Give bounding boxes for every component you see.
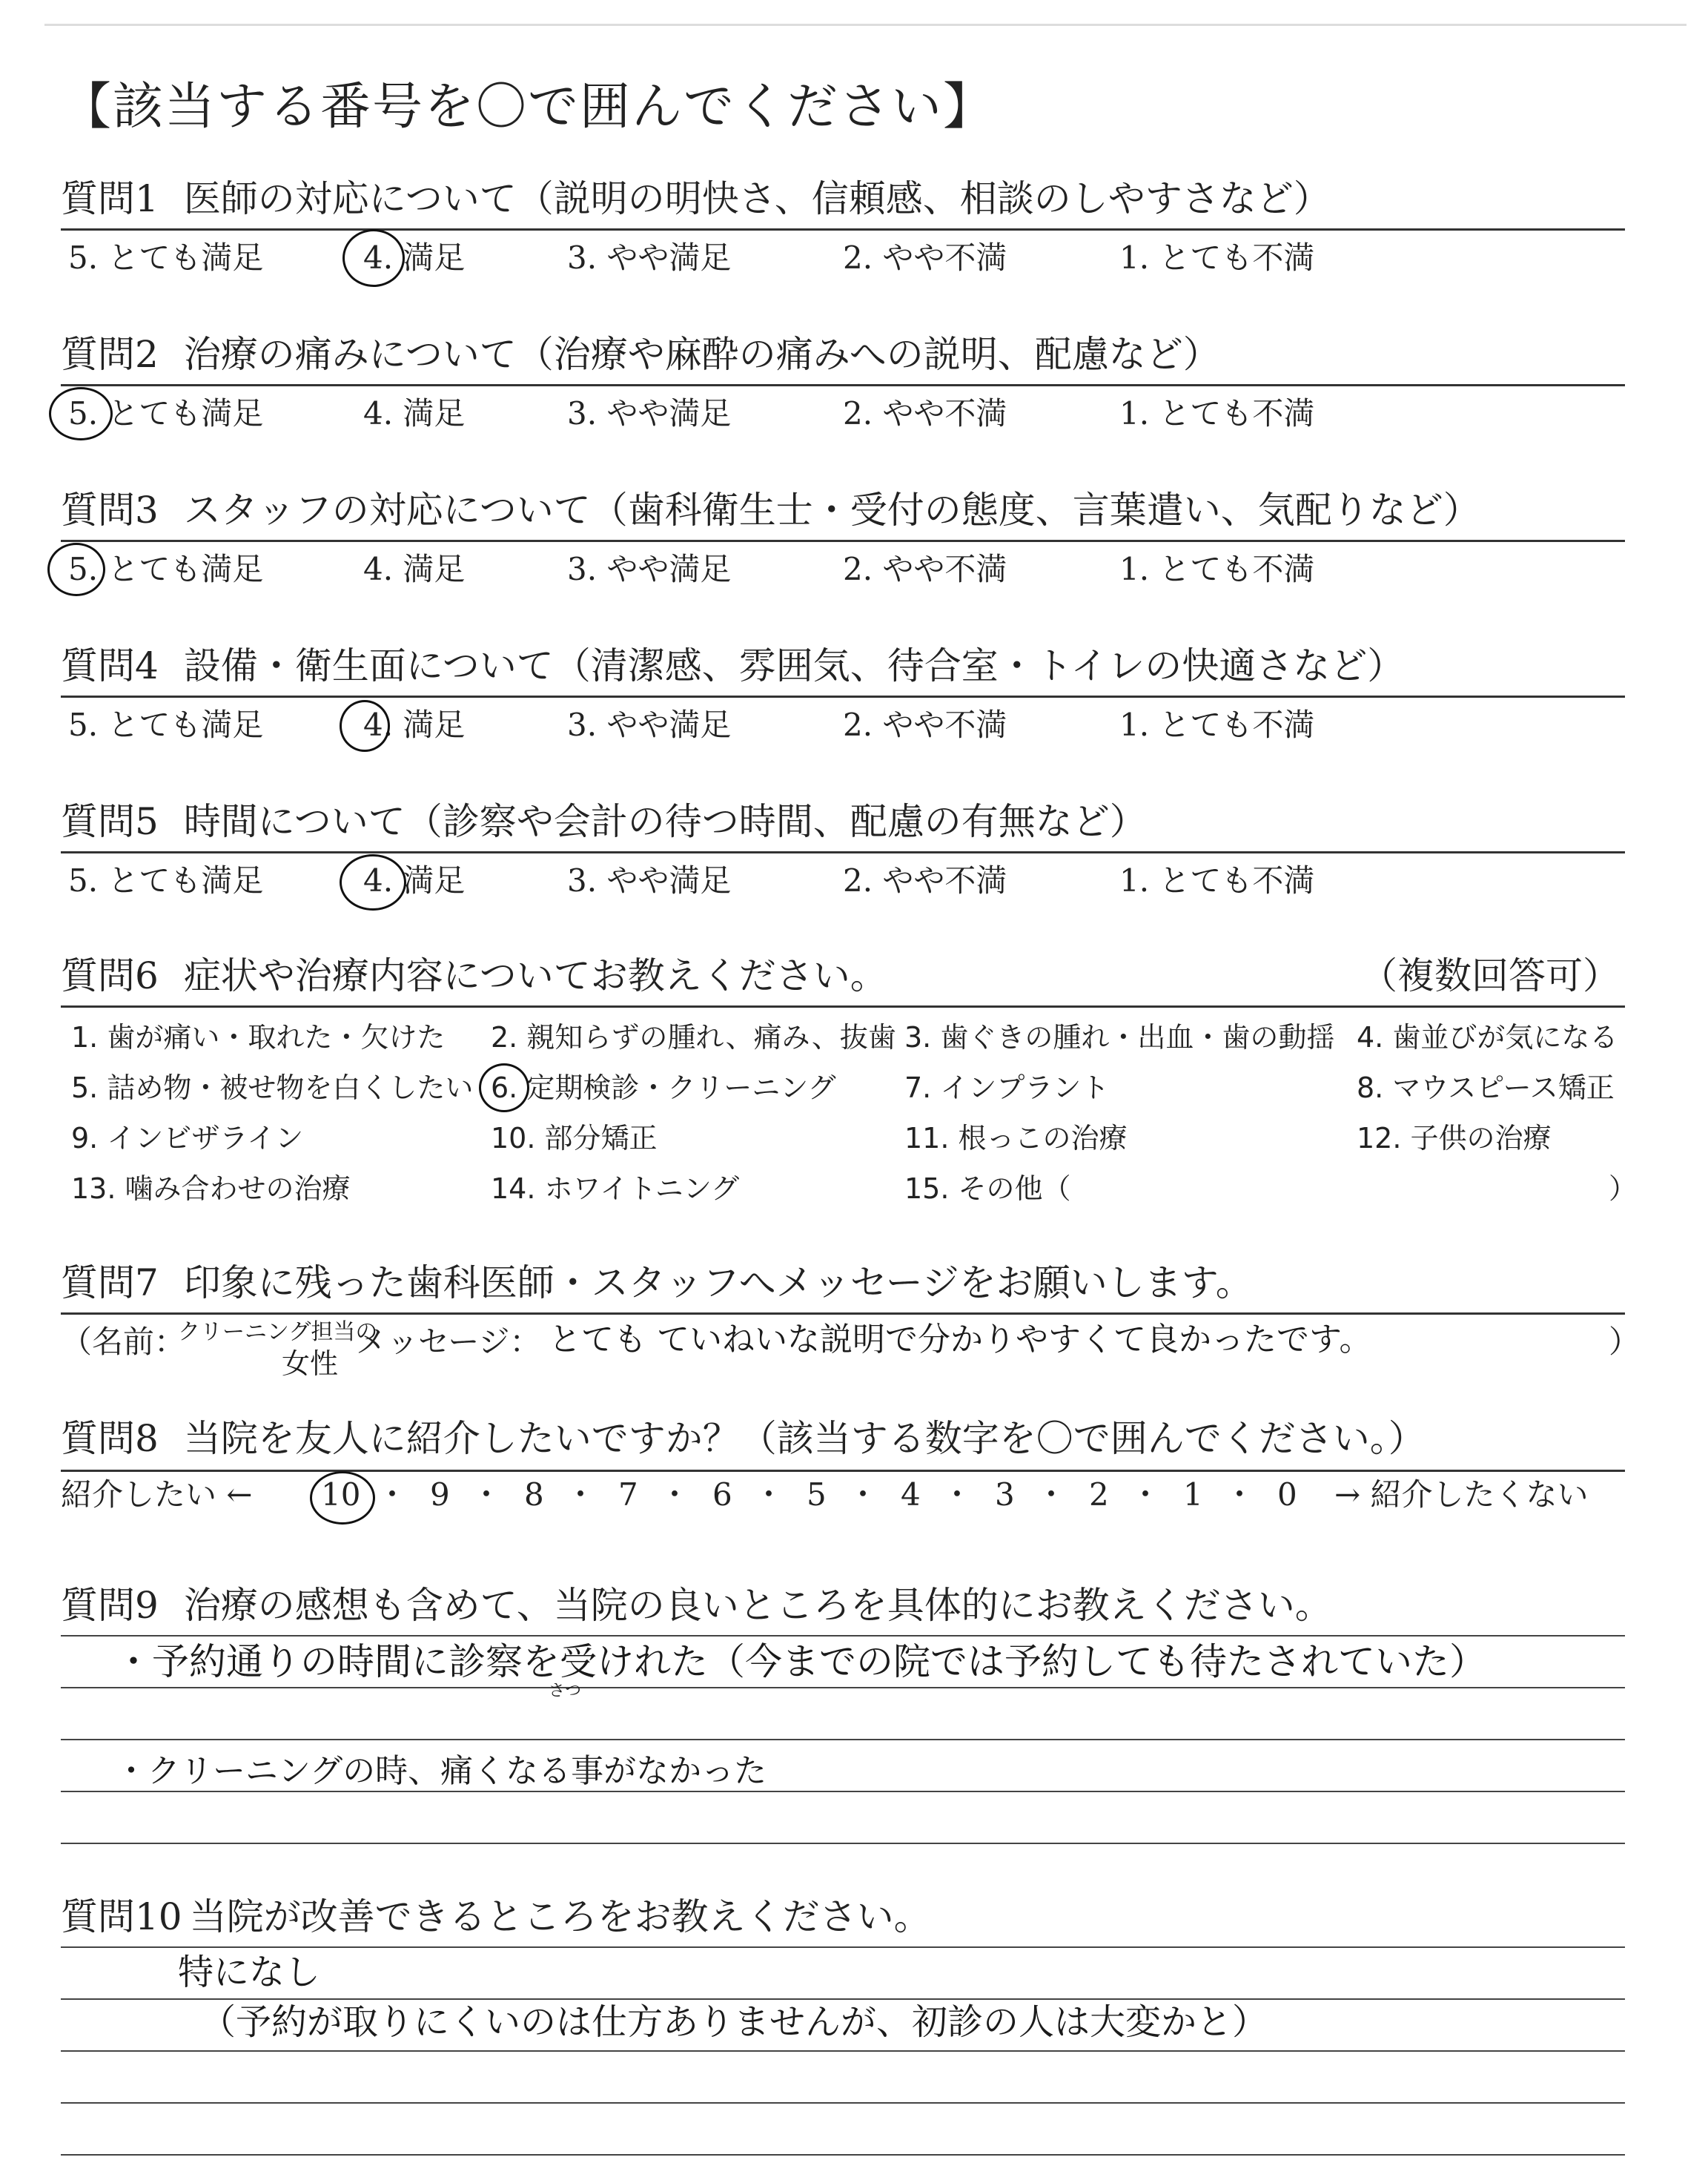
q8-right-label: → 紹介したくない [1334, 1476, 1589, 1513]
question-9-number: 質問9 [61, 1584, 159, 1627]
question-1-number: 質問1 [61, 177, 159, 220]
q8-scale-5[interactable]: 5 [807, 1476, 827, 1513]
q3-option-5[interactable]: 5. とても満足 [68, 551, 264, 587]
q6-item-15[interactable]: 15. その他（ [904, 1172, 1071, 1205]
question-6-multiple-note: （複数回答可） [1360, 954, 1620, 997]
q5-option-1[interactable]: 1. とても不満 [1119, 862, 1315, 899]
q2-option-1[interactable]: 1. とても不満 [1119, 395, 1315, 432]
q8-scale-9[interactable]: 9 [430, 1476, 450, 1513]
q6-item-9[interactable]: 9. インビザライン [71, 1122, 304, 1155]
q8-dot: ・ [565, 1476, 597, 1513]
q9-line-3 [61, 1739, 1625, 1740]
question-6-text: 症状や治療内容についてお教えください。 [183, 954, 887, 997]
question-6 [61, 954, 887, 998]
question-2-rule [61, 384, 1625, 386]
q7-message-label: メッセージ： [356, 1324, 541, 1360]
q8-scale-7[interactable]: 7 [618, 1476, 638, 1513]
q7-name-value-2[interactable]: 女性 [282, 1347, 339, 1380]
q4-option-2[interactable]: 2. やや不満 [843, 707, 1007, 743]
q6-item-15-close: ） [1609, 1172, 1638, 1205]
q4-selection-circle [340, 700, 390, 752]
question-5-number: 質問5 [61, 800, 159, 843]
q5-option-4[interactable]: 4. 満足 [363, 862, 466, 899]
q6-item-8[interactable]: 8. マウスピース矯正 [1357, 1071, 1615, 1104]
q8-dot: ・ [1224, 1476, 1256, 1513]
q3-option-2[interactable]: 2. やや不満 [843, 551, 1007, 587]
q2-selection-circle [49, 387, 113, 440]
q1-option-5[interactable]: 5. とても満足 [68, 240, 264, 276]
q6-item-4[interactable]: 4. 歯並びが気になる [1357, 1021, 1618, 1054]
q3-option-4[interactable]: 4. 満足 [363, 551, 466, 587]
question-10 [61, 1895, 931, 1939]
q10-line-3 [61, 2050, 1625, 2052]
q1-option-4[interactable]: 4. 満足 [363, 240, 466, 276]
q6-item-13[interactable]: 13. 噛み合わせの治療 [71, 1172, 351, 1205]
q1-selection-circle [342, 229, 405, 287]
question-4-text: 設備・衛生面について（清潔感、雰囲気、待合室・トイレの快適さなど） [183, 644, 1405, 687]
form-title: 【該当する番号を〇で囲んでください】 [61, 78, 996, 136]
q8-scale-8[interactable]: 8 [524, 1476, 544, 1513]
q9-answer-2[interactable]: ・クリーニングの時、痛くなる事がなかった [115, 1752, 767, 1790]
q9-line-1 [61, 1635, 1625, 1636]
q8-scale-0[interactable]: 0 [1277, 1476, 1297, 1513]
question-8-text: 当院を友人に紹介したいですか？（該当する数字を〇で囲んでください。） [183, 1417, 1426, 1460]
question-8-number: 質問8 [61, 1417, 159, 1460]
question-7-text: 印象に残った歯科医師・スタッフへメッセージをお願いします。 [183, 1261, 1253, 1304]
q8-dot: ・ [941, 1476, 973, 1513]
question-9-text: 治療の感想も含めて、当院の良いところを具体的にお教えください。 [183, 1584, 1332, 1627]
q7-name-value[interactable]: クリーニング担当の [178, 1319, 378, 1345]
q8-scale-10[interactable]: 10 [321, 1476, 361, 1513]
question-5 [61, 799, 1147, 844]
q1-option-1[interactable]: 1. とても不満 [1119, 240, 1315, 276]
q10-line-1 [61, 1946, 1625, 1948]
question-3-rule [61, 540, 1625, 542]
q5-option-2[interactable]: 2. やや不満 [843, 862, 1007, 899]
q10-answer-2[interactable]: （予約が取りにくいのは仕方ありませんが、初診の人は大変かと） [200, 2001, 1268, 2043]
q2-option-4[interactable]: 4. 満足 [363, 395, 466, 432]
q4-option-3[interactable]: 3. やや満足 [567, 707, 732, 743]
question-5-rule [61, 851, 1625, 853]
q9-line-5 [61, 1843, 1625, 1844]
q6-item-6[interactable]: 6. 定期検診・クリーニング [491, 1071, 836, 1104]
q7-message-value[interactable]: とても ていねいな説明で分かりやすくて良かったです。 [549, 1321, 1372, 1358]
q8-dot: ・ [1036, 1476, 1068, 1513]
question-7-number: 質問7 [61, 1261, 159, 1304]
q7-name-label: （名前： [61, 1324, 186, 1360]
question-2-text: 治療の痛みについて（治療や麻酔の痛みへの説明、配慮など） [183, 333, 1220, 376]
q8-left-label: 紹介したい ← [61, 1476, 253, 1513]
q8-scale-1[interactable]: 1 [1183, 1476, 1203, 1513]
question-1-text: 医師の対応について（説明の明快さ、信頼感、相談のしやすさなど） [183, 177, 1331, 220]
q8-dot: ・ [847, 1476, 879, 1513]
question-8 [61, 1416, 1426, 1461]
q6-item-12[interactable]: 12. 子供の治療 [1357, 1122, 1552, 1155]
q8-scale-3[interactable]: 3 [995, 1476, 1015, 1513]
q6-item-3[interactable]: 3. 歯ぐきの腫れ・出血・歯の動揺 [904, 1021, 1335, 1054]
q8-dot: ・ [377, 1476, 408, 1513]
q9-annotation: さつ [549, 1682, 582, 1700]
question-7 [61, 1261, 1253, 1305]
question-3 [61, 488, 1480, 532]
q8-dot: ・ [753, 1476, 785, 1513]
question-2 [61, 332, 1220, 377]
q2-option-3[interactable]: 3. やや満足 [567, 395, 732, 432]
q1-option-2[interactable]: 2. やや不満 [843, 240, 1007, 276]
question-10-text: 当院が改善できるところをお教えください。 [189, 1895, 931, 1938]
q9-line-2 [61, 1687, 1625, 1688]
q2-option-2[interactable]: 2. やや不満 [843, 395, 1007, 432]
q4-option-1[interactable]: 1. とても不満 [1119, 707, 1315, 743]
q8-scale-2[interactable]: 2 [1089, 1476, 1109, 1513]
q3-option-1[interactable]: 1. とても不満 [1119, 551, 1315, 587]
question-10-number: 質問10 [61, 1895, 182, 1938]
q8-dot: ・ [1130, 1476, 1162, 1513]
q6-item-5[interactable]: 5. 詰め物・被せ物を白くしたい [71, 1071, 474, 1104]
question-5-text: 時間について（診察や会計の待つ時間、配慮の有無など） [183, 800, 1147, 843]
question-6-rule [61, 1005, 1625, 1008]
q6-item-11[interactable]: 11. 根っこの治療 [904, 1122, 1128, 1155]
question-9 [61, 1583, 1332, 1628]
question-1-rule [61, 228, 1625, 231]
q10-answer-1[interactable]: 特になし [178, 1952, 321, 1993]
question-2-number: 質問2 [61, 333, 159, 376]
q4-option-5[interactable]: 5. とても満足 [68, 707, 264, 743]
q8-dot: ・ [471, 1476, 503, 1513]
question-4-rule [61, 696, 1625, 698]
q8-scale-6[interactable]: 6 [712, 1476, 732, 1513]
question-6-number: 質問6 [61, 954, 159, 997]
q5-option-5[interactable]: 5. とても満足 [68, 862, 264, 899]
q6-selection-circle [479, 1063, 529, 1112]
q1-option-3[interactable]: 3. やや満足 [567, 240, 732, 276]
question-4 [61, 644, 1404, 688]
q9-answer-1[interactable]: ・予約通りの時間に診察を受けれた（今までの院では予約しても待たされていた） [115, 1640, 1486, 1683]
q6-item-2[interactable]: 2. 親知らずの腫れ、痛み、抜歯 [491, 1021, 896, 1054]
q3-selection-circle [47, 543, 105, 596]
q6-item-1[interactable]: 1. 歯が痛い・取れた・欠けた [71, 1021, 446, 1054]
top-border [44, 24, 1687, 26]
question-3-text: スタッフの対応について（歯科衛生士・受付の態度、言葉遣い、気配りなど） [183, 489, 1480, 532]
q5-option-3[interactable]: 3. やや満足 [567, 862, 732, 899]
question-8-rule [61, 1470, 1625, 1472]
q4-option-4[interactable]: 4. 満足 [363, 707, 466, 743]
q6-item-10[interactable]: 10. 部分矯正 [491, 1122, 658, 1155]
q6-item-7[interactable]: 7. インプラント [904, 1071, 1110, 1104]
question-1 [61, 176, 1331, 221]
q8-scale-4[interactable]: 4 [901, 1476, 921, 1513]
q10-line-5 [61, 2154, 1625, 2156]
q2-option-5[interactable]: 5. とても満足 [68, 395, 264, 432]
q10-line-4 [61, 2102, 1625, 2104]
q6-item-14[interactable]: 14. ホワイトニング [491, 1172, 740, 1205]
q8-dot: ・ [659, 1476, 691, 1513]
question-7-rule [61, 1312, 1625, 1315]
q7-close-paren: ） [1609, 1324, 1641, 1360]
question-3-number: 質問3 [61, 489, 159, 532]
q5-selection-circle [340, 854, 406, 911]
q8-selection-circle [310, 1471, 375, 1525]
question-4-number: 質問4 [61, 644, 159, 687]
q3-option-3[interactable]: 3. やや満足 [567, 551, 732, 587]
